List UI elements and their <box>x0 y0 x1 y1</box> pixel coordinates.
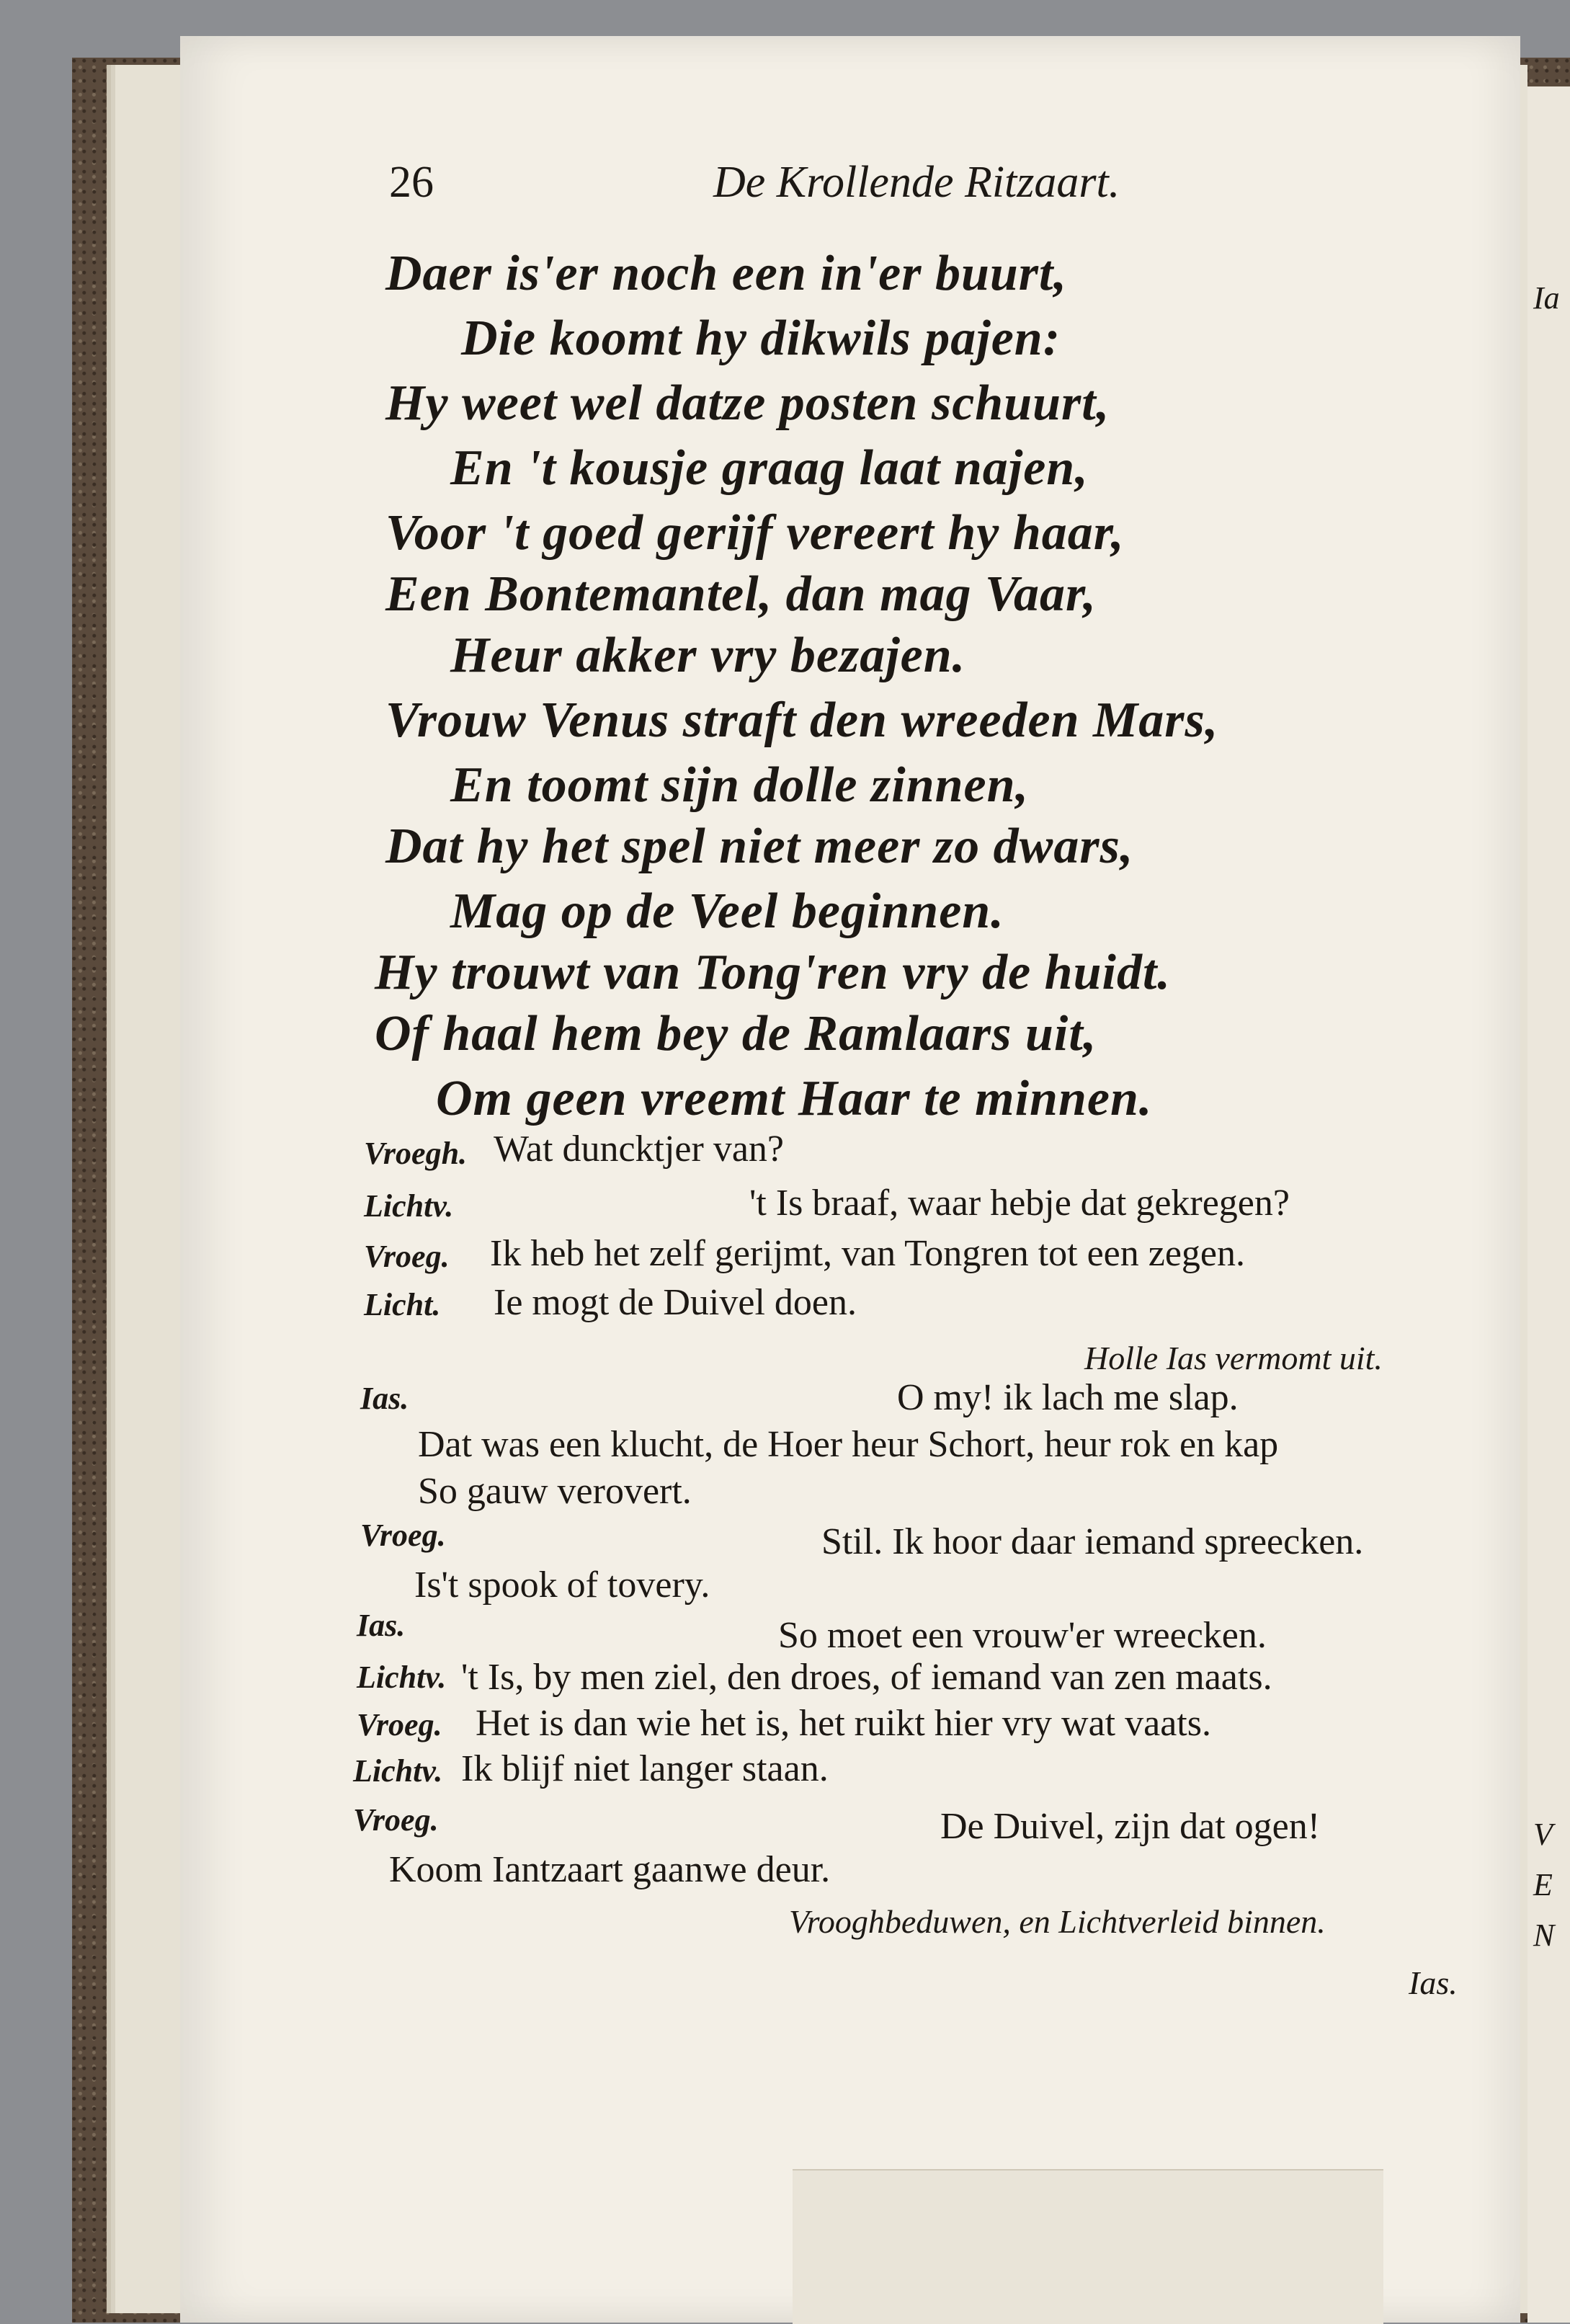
dialogue-line: So moet een vrouw'er wreecken. <box>778 1615 1267 1656</box>
verse-line: Om geen vreemt Haar te minnen. <box>436 1071 1153 1126</box>
speaker-label: Ias. <box>357 1608 406 1643</box>
verse-line: Dat hy het spel niet meer zo dwars, <box>385 819 1134 874</box>
speaker-label: Licht. <box>364 1287 441 1322</box>
facing-page-fragment: V <box>1533 1817 1553 1852</box>
stage-direction-exit: Vrooghbeduwen, en Lichtverleid binnen. <box>789 1903 1326 1940</box>
dialogue-line: Ik blijf niet langer staan. <box>461 1748 829 1789</box>
dialogue-line: 't Is braaf, waar hebje dat gekregen? <box>749 1183 1290 1224</box>
dialogue-line: Stil. Ik hoor daar iemand spreecken. <box>821 1521 1364 1562</box>
dialogue-line: Wat duncktjer van? <box>494 1128 784 1170</box>
dialogue-line: Ie mogt de Duivel doen. <box>494 1282 857 1323</box>
speaker-label: Vroeg. <box>353 1802 439 1838</box>
verse-line: En toomt sijn dolle zinnen, <box>450 757 1030 813</box>
dialogue-line: So gauw verovert. <box>418 1471 692 1512</box>
dialogue-line: Is't spook of tovery. <box>414 1564 710 1606</box>
dialogue-line: O my! ik lach me slap. <box>897 1377 1239 1418</box>
stage-direction: Holle Ias vermomt uit. <box>1084 1340 1383 1376</box>
verse-line: Vrouw Venus straft den wreeden Mars, <box>385 693 1219 748</box>
verse-line: Heur akker vry bezajen. <box>450 628 966 683</box>
dialogue-line: Koom Iantzaart gaanwe deur. <box>389 1849 831 1890</box>
speaker-label: Lichtv. <box>364 1188 454 1224</box>
speaker-label: Vroeg. <box>360 1518 446 1553</box>
facing-page-fragment: N <box>1533 1918 1555 1953</box>
catchword: Ias. <box>1409 1964 1458 2001</box>
facing-page-fragment: Ia <box>1533 280 1560 316</box>
speaker-label: Vroegh. <box>364 1136 468 1171</box>
dialogue-line: De Duivel, zijn dat ogen! <box>940 1806 1321 1847</box>
speaker-label: Ias. <box>360 1381 409 1416</box>
verse-line: Hy trouwt van Tong'ren vry de huidt. <box>375 945 1171 1000</box>
speaker-label: Vroeg. <box>357 1707 442 1742</box>
verse-line: Die koomt hy dikwils pajen: <box>461 311 1061 366</box>
speaker-label: Vroeg. <box>364 1239 450 1274</box>
verse-line: En 't kousje graag laat najen, <box>450 440 1089 496</box>
dialogue-line: Het is dan wie het is, het ruikt hier vry wat vaats. <box>476 1703 1211 1744</box>
verse-line: Voor 't goed gerijf vereert hy haar, <box>385 505 1125 561</box>
speaker-label: Lichtv. <box>357 1660 447 1695</box>
dialogue-line: Dat was een klucht, de Hoer heur Schort, heur rok en kap <box>418 1424 1279 1465</box>
verse-line: Daer is'er noch een in'er buurt, <box>385 246 1067 301</box>
verse-line: Mag op de Veel beginnen. <box>450 883 1004 939</box>
verse-line: Of haal hem bey de Ramlaars uit, <box>375 1006 1097 1061</box>
verse-line: Hy weet wel datze posten schuurt, <box>385 375 1110 431</box>
facing-page-edge <box>1527 86 1570 2323</box>
page-flap <box>793 2169 1383 2324</box>
dialogue-line: 't Is, by men ziel, den droes, of iemand van zen maats. <box>461 1657 1272 1698</box>
page-number: 26 <box>389 158 434 207</box>
speaker-label: Lichtv. <box>353 1753 443 1789</box>
running-head: De Krollende Ritzaart. <box>713 158 1120 207</box>
facing-page-fragment: E <box>1533 1867 1553 1902</box>
verse-line: Een Bontemantel, dan mag Vaar, <box>385 566 1097 622</box>
dialogue-line: Ik heb het zelf gerijmt, van Tongren tot een zegen. <box>490 1233 1245 1274</box>
